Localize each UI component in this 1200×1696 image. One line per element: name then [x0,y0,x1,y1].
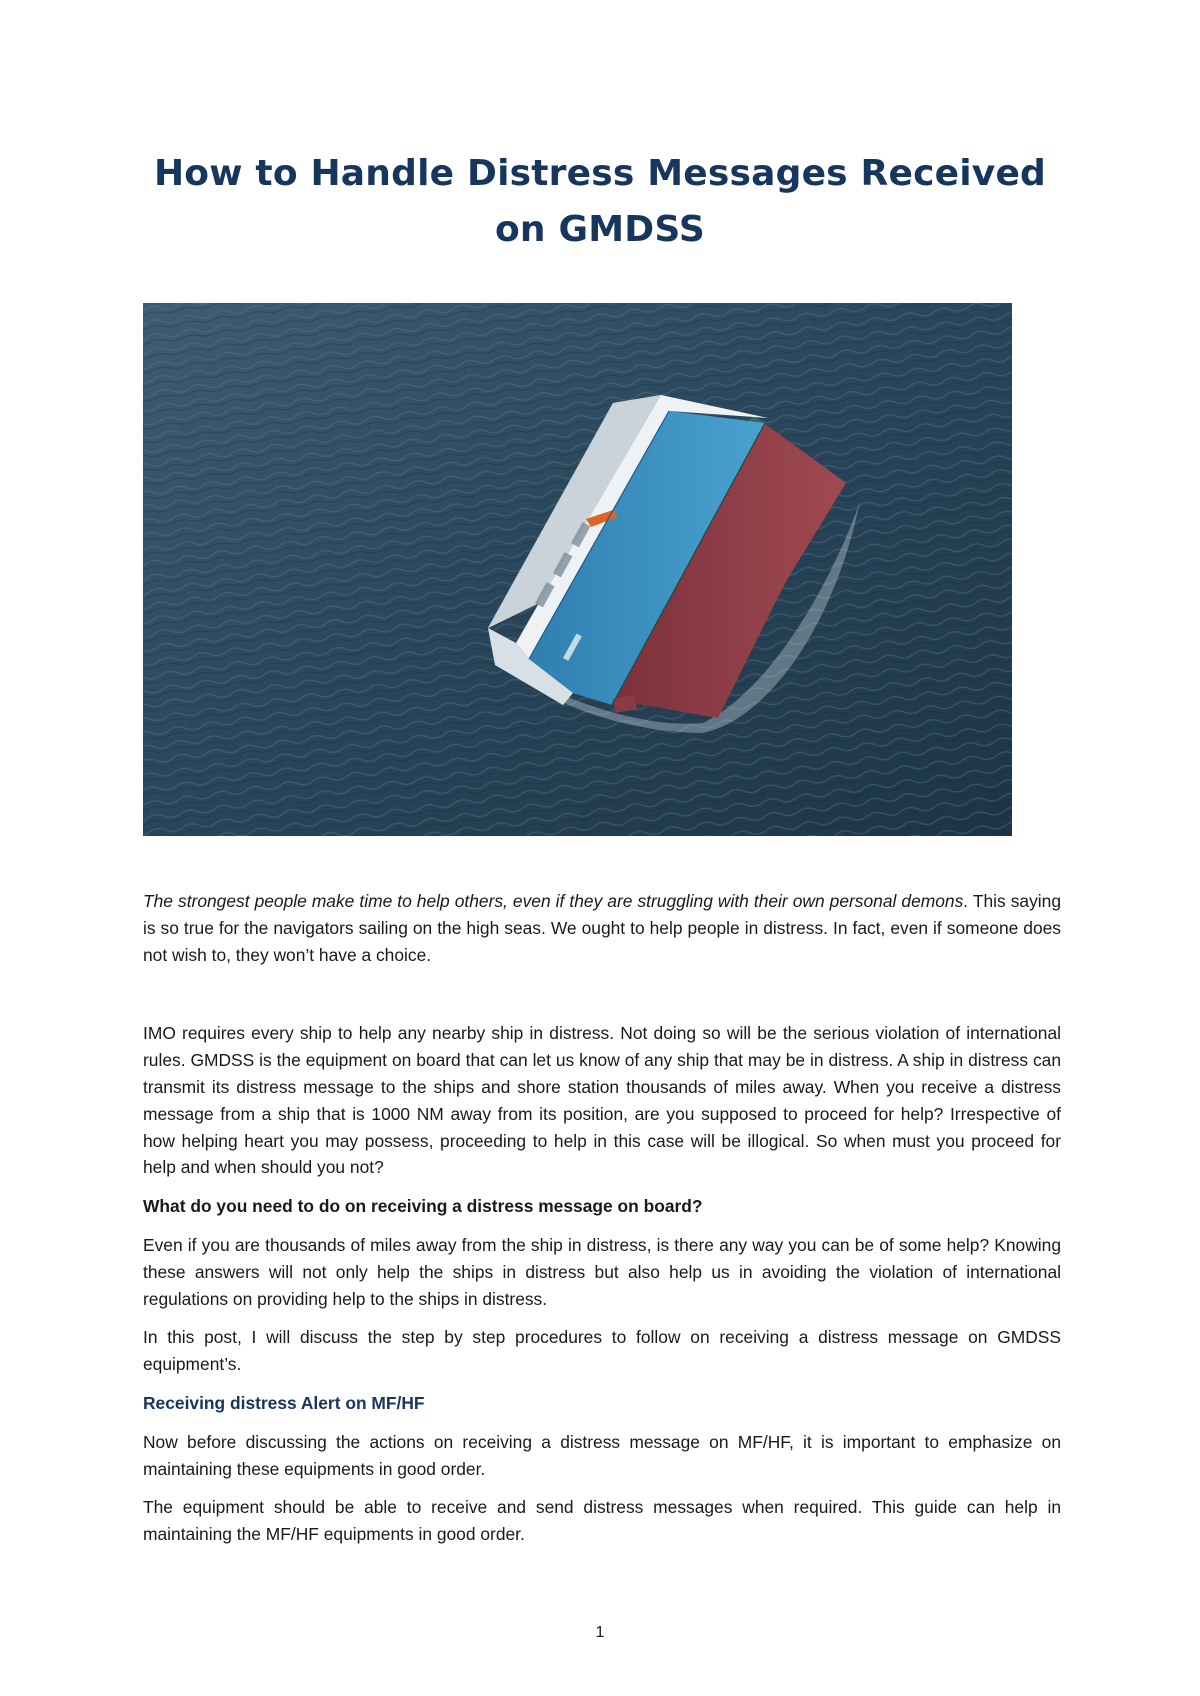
paragraph-mfhf-1: Now before discussing the actions on receiving a distress message on MF/HF, it is important to emphasize on maintaining these equipments in good order. [143,1431,1061,1479]
ship-photo-svg [143,303,1012,836]
paragraph-imo: IMO requires every ship to help any nearby ship in distress. Not doing so will be the serious violation of international rules. GMDSS is the equipment on board that can let us know of any ship that may be in distress. A ship in distress can transmit its distress message to the ships and shore station thousands of miles away. When you receive a distress message from a ship that is 1000 NM away from its position, are you supposed to proceed for help? Irrespective of how helping heart you may possess, proceeding to help in this case will be illogical. So when must you proceed for help and when should you not? [143,1023,1061,1178]
heading-mfhf: Receiving distress Alert on MF/HF [143,1392,425,1413]
page-number: 1 [595,1624,605,1641]
intro-rest: . This saying is so true for the navigators sailing on the high seas. We ought to help people in distress. In fact, even if someone does not wish to, they won’t have a choice. [143,891,1061,965]
intro-paragraph [143,888,1061,968]
paragraph-mfhf-2: The equipment should be able to receive and send distress messages when required. This guide can help in maintaining the MF/HF equipments in good order. [143,1497,1061,1545]
article-body [143,888,1061,1560]
intro-quote: The strongest people make time to help others, even if they are struggling with their own personal demons [143,891,964,911]
paragraph-post: In this post, I will discuss the step by step procedures to follow on receiving a distress message on GMDSS equipment’s. [143,1327,1061,1375]
paragraph-thousands: Even if you are thousands of miles away from the ship in distress, is there any way you can be of some help? Knowing these answers will not only help the ships in distress but also help us in avoiding the violation of international regulations on providing help to the ships in distress. [143,1234,1061,1309]
heading-what-to-do: What do you need to do on receiving a distress message on board? [143,1196,703,1217]
page-title: How to Handle Distress Messages Received on GMDSS [153,153,1047,250]
ship-photo [143,303,1012,836]
